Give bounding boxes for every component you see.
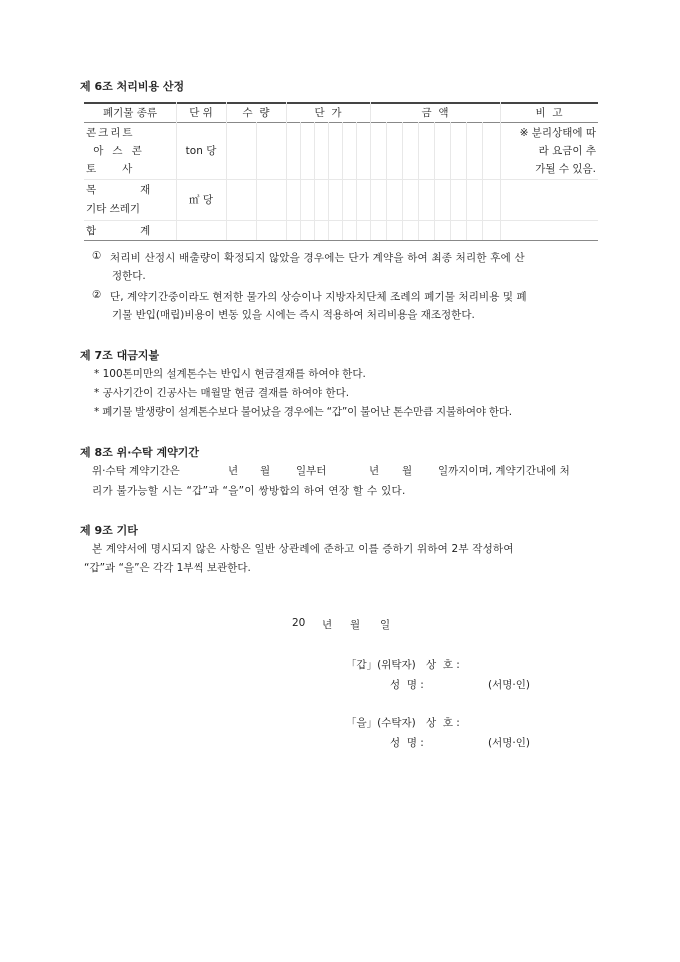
article-6-title: 제 6조 처리비용 산정 [80, 80, 185, 93]
row1-remark-line: 라 요금이 추 [538, 145, 596, 157]
contract-period-line: 일까지이며, 계약기간내에 처 [438, 465, 570, 477]
row1-remark-line: ※ 분리상태에 따 [519, 127, 596, 139]
waste-type-ascon: 아스콘 [93, 145, 151, 157]
table-col-divider [176, 102, 177, 240]
note-marker: ② [92, 289, 102, 301]
party-a-signature: (서명·인) [488, 679, 530, 691]
contract-period-line: 월 [402, 465, 413, 477]
row2-unit: ㎥ 당 [189, 194, 213, 206]
article-9-title: 제 9조 기타 [80, 524, 138, 537]
table-grid-line [300, 122, 301, 240]
waste-type-other: 기타 쓰레기 [86, 203, 141, 215]
note-marker: ① [92, 250, 102, 262]
header-quantity: 수 량 [242, 107, 270, 119]
table-grid-line [434, 122, 435, 240]
payment-clause: * 공사기간이 긴공사는 매월말 현금 결재를 하여야 한다. [94, 387, 350, 399]
date-day-label: 일 [380, 619, 391, 631]
table-top-rule [84, 102, 598, 104]
payment-clause: * 폐기물 발생량이 설계톤수보다 불어났을 경우에는 “갑”이 불어난 톤수만큼 지불하여야 한다. [94, 406, 512, 418]
contract-period-line: 위·수탁 계약기간은 [92, 465, 180, 477]
article-8-title: 제 8조 위·수탁 계약기간 [80, 446, 199, 459]
table-row-divider [84, 179, 598, 180]
date-year: 20 [292, 617, 306, 629]
misc-clause: “갑”과 “을”은 각각 1부씩 보관한다. [84, 562, 251, 574]
party-b-label: 「을」(수탁자) [346, 717, 416, 729]
table-grid-line [450, 122, 451, 240]
party-b-signature: (서명·인) [488, 737, 530, 749]
table-col-divider [500, 102, 501, 240]
date-year-label: 년 [322, 619, 333, 631]
waste-type-concrete: 콘크리트 [86, 127, 135, 139]
date-month-label: 월 [350, 619, 361, 631]
table-grid-line [314, 122, 315, 240]
header-unit-price: 단 가 [314, 107, 342, 119]
table-grid-line [482, 122, 483, 240]
note-line: 단, 계약기간중이라도 현저한 물가의 상승이나 지방자치단체 조례의 폐기물 처리비용 및 폐 [110, 291, 527, 303]
header-unit: 단 위 [189, 107, 213, 119]
misc-clause: 본 계약서에 명시되지 않은 사항은 일반 상관례에 준하고 이를 증하기 위하여 2부 작성하여 [92, 543, 514, 555]
contract-period-line: 일부터 [296, 465, 327, 477]
table-grid-line [342, 122, 343, 240]
table-row-divider [84, 220, 598, 221]
waste-type-soil: 토사 [86, 163, 159, 175]
table-grid-line [328, 122, 329, 240]
table-col-divider [370, 102, 371, 240]
article-7-title: 제 7조 대금지불 [80, 349, 160, 362]
note-line: 기물 반입(매립)비용이 변동 있을 시에는 즉시 적용하여 처리비용을 재조정한다. [112, 309, 475, 321]
party-a-label: 「갑」(위탁자) [346, 659, 416, 671]
table-header-rule [84, 122, 598, 123]
party-b-company-label: 상 호 : [426, 717, 460, 729]
table-grid-line [466, 122, 467, 240]
party-a-name-label: 성 명 : [390, 679, 424, 691]
waste-type-wood: 목재 [86, 184, 195, 196]
contract-period-line: 년 [228, 465, 239, 477]
table-col-divider [286, 102, 287, 240]
table-grid-line [402, 122, 403, 240]
note-line: 처리비 산정시 배출량이 확정되지 않았을 경우에는 단가 계약을 하여 최종 처리한 후에 산 [110, 252, 525, 264]
header-waste-type: 폐기물 종류 [102, 107, 158, 119]
total-label: 합계 [86, 225, 195, 237]
table-grid-line [356, 122, 357, 240]
table-bottom-rule [84, 240, 598, 241]
table-grid-line [386, 122, 387, 240]
party-a-company-label: 상 호 : [426, 659, 460, 671]
row1-remark-line: 가될 수 있음. [535, 163, 596, 175]
table-grid-line [418, 122, 419, 240]
header-amount: 금 액 [421, 107, 449, 119]
note-line: 정한다. [112, 270, 146, 282]
contract-period-line: 리가 불가능할 시는 “갑”과 “을”이 쌍방합의 하여 연장 할 수 있다. [92, 485, 406, 497]
table-grid-line [256, 122, 257, 240]
payment-clause: * 100톤미만의 설계톤수는 반입시 현금결재를 하여야 한다. [94, 368, 366, 380]
row1-unit: ton 당 [185, 145, 217, 157]
contract-period-line: 년 [369, 465, 380, 477]
table-col-divider [226, 102, 227, 240]
header-remark: 비 고 [535, 107, 563, 119]
contract-period-line: 월 [260, 465, 271, 477]
party-b-name-label: 성 명 : [390, 737, 424, 749]
